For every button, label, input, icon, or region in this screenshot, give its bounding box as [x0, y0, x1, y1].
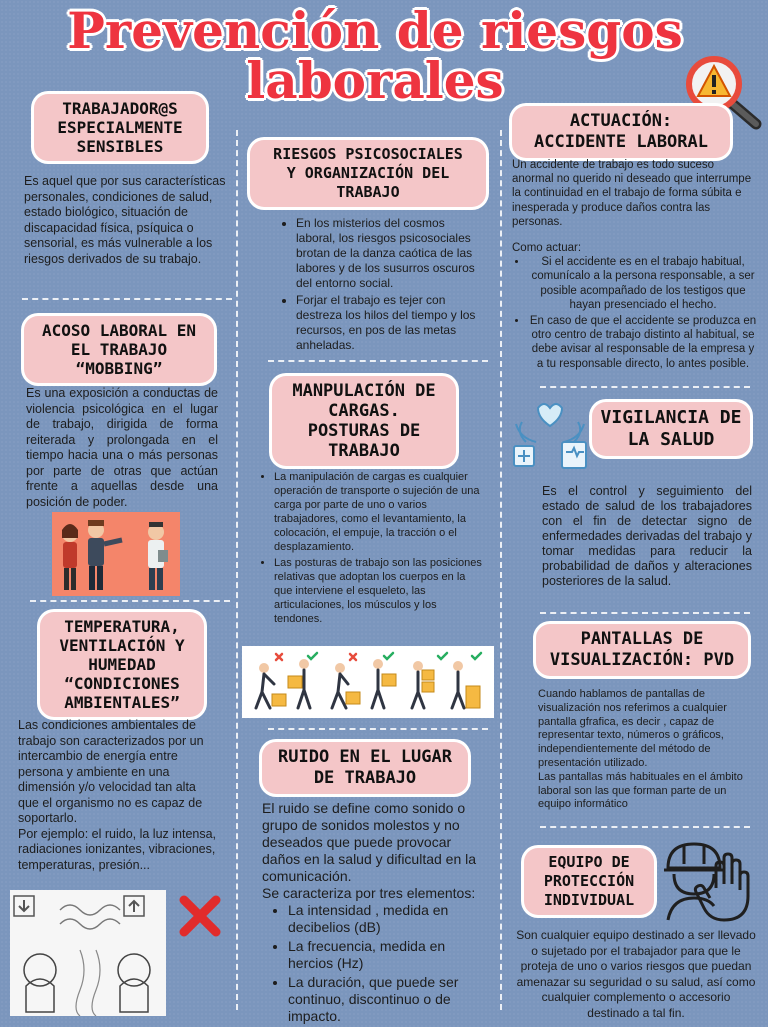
list-item: • La duración, que puede ser continuo, discontinuo o de impacto. [288, 974, 490, 1025]
column-divider-left [236, 130, 238, 1010]
heading-psicosociales [250, 140, 486, 207]
heading-line: ESPECIALMENTE [57, 118, 183, 137]
health-care-icon [508, 394, 592, 474]
mobbing-text: Es una exposición a conductas de violencia psicológica en el lugar de trabajo, dirigida de forma reiterada y prolongada en el tiempo hacia una o más personas por parte de otras que actúan frente a aquellas desde una posición de poder. [26, 386, 218, 509]
heading-line: CARGAS. [328, 401, 400, 421]
list-item: • La manipulación de cargas es cualquier operación de transporte o sujeción de una carga por parte de uno o varios trabajadores, como el levantamiento, la colocación, el empuje, la tracción o el desplazamiento. [274, 470, 486, 554]
list-item: • En caso de que el accidente se produzca en otro centro de trabajo distinto al habitual, se debe avisar al responsable de la empresa y a tu responsable directo, lo antes posible. [528, 314, 758, 371]
ruido-intro: Se caracteriza por tres elementos: [262, 885, 476, 901]
heading-mobbing [24, 316, 214, 383]
salud-text: Es el control y seguimiento del estado de salud de los trabajadores con el fin de detectar signo de enfermedades derivadas del trabajo y tomar medidas para reducir la probabilidad de daños y alteraciones posteriores de la salud. [542, 484, 752, 588]
ambientales-text [18, 718, 220, 873]
heading-line: EL TRABAJO [70, 340, 168, 359]
pvd-text-2: Las pantallas más habituales en el ámbito laboral son las que forman parte de un equipo informático [538, 770, 743, 811]
heading-line: VENTILACIÓN Y [59, 636, 185, 655]
heading-ruido [262, 742, 468, 794]
list-item: • Las posturas de trabajo son las posiciones relativas que adoptan los cuerpos en la que interviene el esqueleto, las articulaciones, los músculos y los tendones. [274, 556, 486, 626]
divider [540, 386, 750, 388]
heading-line: LA SALUD [627, 429, 715, 450]
ruido-definition: El ruido se define como sonido o grupo de sonidos molestos y no deseados que puede provocar daños en la salud y dificultad en la comunicación. [262, 800, 477, 884]
pvd-text [538, 688, 752, 812]
heading-line: TRABAJO [328, 441, 400, 461]
heading-line: ACOSO LABORAL EN [41, 321, 197, 340]
protective-equipment-icon [660, 834, 756, 924]
lifting-postures-illustration [242, 646, 494, 718]
heading-line: VIGILANCIA DE [600, 407, 742, 428]
accidente-definition: Un accidente de trabajo es todo suceso anormal no querido ni deseado que interrumpe la continuidad en el trabajo de forma súbita e inesperada y produce daños contra las personas. [512, 159, 752, 228]
heading-epi [524, 848, 654, 915]
heading-line: POSTURAS DE [307, 421, 421, 441]
title-line-2: laborales [246, 51, 504, 110]
heading-line: PANTALLAS DE [580, 629, 704, 649]
epi-text: Son cualquier equipo destinado a ser llevado o sujetado por el trabajador para que le proteja de uno o varios riesgos que puedan amenazar su seguridad o su salud, así como cualquier complemento o accesorio destinado a tal fin. [516, 928, 756, 1020]
heading-ambientales [40, 612, 204, 717]
heading-line: TRABAJO [336, 183, 400, 201]
title-line-1: Prevención de riesgos [67, 1, 683, 60]
heading-line: EQUIPO DE [548, 853, 630, 871]
heading-line: TRABAJADOR@S [62, 99, 178, 118]
heading-line: “MOBBING” [75, 359, 163, 378]
heading-line: PROTECCIÓN [543, 872, 635, 890]
sensibles-text: Es aquel que por sus características personales, condiciones de salud, estado biológico, situación de discapacidad física, psíquica o sensorial, es más vulnerable a los riesgos derivados de su trabajo. [24, 174, 226, 266]
heading-line: MANPULACIÓN DE [292, 381, 436, 401]
heading-line: RIESGOS PSICOSOCIALES [273, 145, 463, 163]
divider [540, 612, 750, 614]
divider [540, 826, 750, 828]
accidente-text [512, 158, 758, 373]
list-item: • Forjar el trabajo es tejer con destreza los hilos del tiempo y los recursos, en pos de las metas anheladas. [296, 293, 482, 353]
heading-line: AMBIENTALES” [64, 693, 180, 712]
ambientales-text-1: Las condiciones ambientales de trabajo son caracterizados por un intercambio de energía entre persona y ambiente en una dimensión y/o velocidad tan alta que el organismo no es capaz de soportarlo. [18, 718, 204, 825]
list-item: • En los misterios del cosmos laboral, los riesgos psicosociales brotan de la danza caótica de las labores y de los susurros oscuros del entorno social. [296, 216, 482, 291]
accidente-intro: Como actuar: [512, 242, 582, 255]
heading-line: TEMPERATURA, [64, 617, 180, 636]
heading-line: SENSIBLES [76, 137, 164, 156]
heading-line: “CONDICIONES [64, 674, 180, 693]
ambient-conditions-illustration [10, 890, 166, 1016]
heading-line: ACTUACIÓN: [569, 111, 673, 131]
divider [268, 360, 488, 362]
mobbing-illustration [52, 512, 180, 596]
list-item: • La intensidad , medida en decibelios (dB) [288, 902, 490, 936]
psicosociales-list [278, 216, 482, 355]
red-cross-icon [176, 892, 224, 940]
heading-sensibles [34, 94, 206, 161]
list-item: • Si el accidente es en el trabajo habitual, comunícalo a la persona responsable, a ser posible acompañado de los testigos que hayan presenciado el hecho. [528, 255, 758, 312]
pvd-text-1: Cuando hablamos de pantallas de visualización nos referimos a cualquier pantalla gfrafica, es decir , capaz de representar texto, números o gráficos, independientemente del método de presentación utilizado. [538, 688, 727, 769]
heading-line: HUMEDAD [88, 655, 156, 674]
heading-pvd [536, 624, 748, 676]
heading-cargas [272, 376, 456, 466]
cargas-list [256, 470, 486, 628]
heading-accidente [512, 106, 730, 158]
heading-line: INDIVIDUAL [543, 891, 635, 909]
divider [30, 600, 230, 602]
ambientales-text-2: Por ejemplo: el ruido, la luz intensa, radiaciones ionizantes, vibraciones, temperaturas, presión... [18, 826, 217, 872]
heading-line: DE TRABAJO [313, 768, 417, 788]
heading-line: Y ORGANIZACIÓN DEL [286, 164, 450, 182]
heading-line: VISUALIZACIÓN: PVD [549, 650, 735, 670]
heading-line: ACCIDENTE LABORAL [534, 132, 708, 152]
list-item: • La frecuencia, medida en hercios (Hz) [288, 938, 490, 972]
divider [268, 728, 488, 730]
column-divider-right [500, 130, 502, 1010]
heading-line: RUIDO EN EL LUGAR [278, 747, 452, 767]
divider [22, 298, 232, 300]
heading-salud [592, 402, 750, 456]
ruido-text [262, 800, 490, 1027]
